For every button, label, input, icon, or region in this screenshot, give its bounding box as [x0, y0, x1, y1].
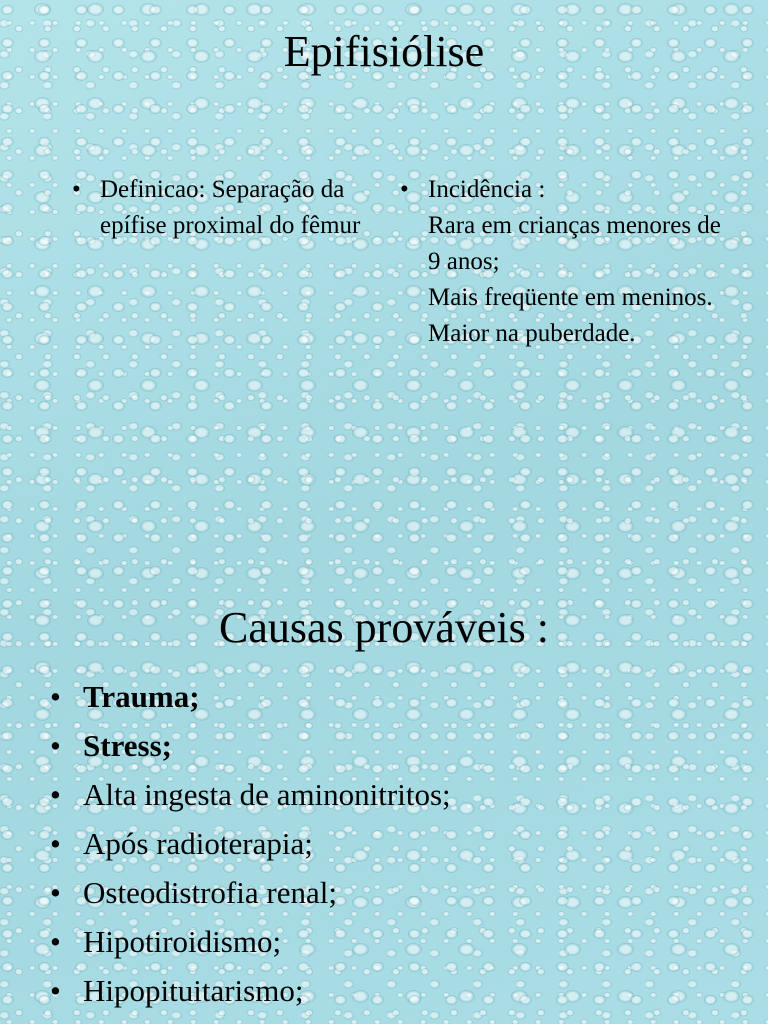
cause-label: Stress; — [83, 728, 172, 763]
causes-list — [50, 672, 740, 1015]
cause-label: Trauma; — [83, 679, 200, 714]
definition-bullet — [72, 172, 372, 244]
list-item — [50, 966, 740, 1015]
list-item — [50, 672, 740, 721]
incidence-bullet — [400, 172, 730, 352]
definition-text: Definicao: Separação da epífise proximal do fêmur — [100, 176, 361, 239]
bullet-icon: • — [400, 176, 409, 203]
bullet-icon: • — [50, 679, 61, 714]
causes-title: Causas prováveis : — [219, 603, 549, 652]
cause-label: Após radioterapia; — [83, 826, 313, 861]
list-item — [50, 917, 740, 966]
list-item — [50, 721, 740, 770]
list-item — [50, 770, 740, 819]
slide-title: Epifisiólise — [283, 27, 485, 76]
definition-column — [72, 172, 372, 244]
bullet-icon: • — [50, 924, 61, 959]
cause-label: Alta ingesta de aminonitritos; — [83, 777, 451, 812]
list-item — [50, 819, 740, 868]
cause-label: Hipopituitarismo; — [83, 973, 304, 1008]
cause-label: Osteodistrofia renal; — [83, 875, 337, 910]
incidence-text: Incidência : Rara em crianças menores de 9 anos; Mais freqüente em meninos. Maior na puberdade. — [428, 176, 721, 347]
cause-label: Hipotiroidismo; — [83, 924, 282, 959]
bullet-icon: • — [50, 973, 61, 1008]
bullet-icon: • — [50, 728, 61, 763]
list-item — [50, 868, 740, 917]
bullet-icon: • — [50, 826, 61, 861]
incidence-column — [400, 172, 730, 352]
bullet-icon: • — [50, 777, 61, 812]
bullet-icon: • — [72, 176, 81, 203]
bullet-icon: • — [50, 875, 61, 910]
